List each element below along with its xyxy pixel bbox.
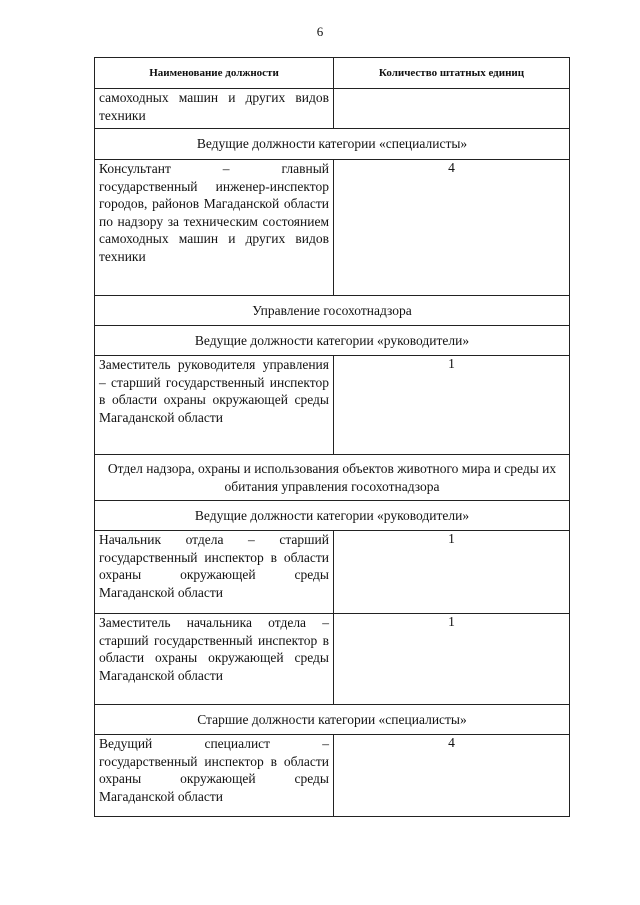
section-title: Управление госохотнадзора	[95, 296, 570, 326]
position-name: Консультант – главный государственный инженер-инспектор городов, районов Магаданской области по надзору за техническим состоянием самоходных машин и других видов техники	[95, 160, 334, 296]
section-row	[95, 326, 570, 356]
section-row	[95, 455, 570, 501]
table-row	[95, 160, 570, 296]
position-name: Ведущий специалист – государственный инспектор в области охраны окружающей среды Магаданской области	[95, 735, 334, 817]
section-title: Отдел надзора, охраны и использования объектов животного мира и среды их обитания управления госохотнадзора	[95, 455, 570, 501]
section-title: Ведущие должности категории «специалисты»	[95, 129, 570, 160]
table-header-row	[95, 58, 570, 89]
staff-count: 4	[334, 735, 570, 817]
count-column-header: Количество штатных единиц	[334, 58, 570, 89]
staff-count: 1	[334, 356, 570, 455]
position-name: Заместитель начальника отдела – старший государственный инспектор в области охраны окружающей среды Магаданской области	[95, 614, 334, 705]
table-row	[95, 614, 570, 705]
section-row	[95, 705, 570, 735]
table-row	[95, 356, 570, 455]
staff-table	[94, 57, 570, 817]
staff-count: 1	[334, 531, 570, 614]
section-row	[95, 501, 570, 531]
position-name: самоходных машин и других видов техники	[95, 89, 334, 129]
section-row	[95, 296, 570, 326]
section-title: Старшие должности категории «специалисты»	[95, 705, 570, 735]
table-row	[95, 735, 570, 817]
page-number: 6	[316, 24, 324, 39]
section-title: Ведущие должности категории «руководители»	[95, 501, 570, 531]
table-row	[95, 531, 570, 614]
staff-count: 1	[334, 614, 570, 705]
staff-count: 4	[334, 160, 570, 296]
section-title: Ведущие должности категории «руководители»	[95, 326, 570, 356]
staff-count	[334, 89, 570, 129]
position-name: Заместитель руководителя управления – старший государственный инспектор в области охраны окружающей среды Магаданской области	[95, 356, 334, 455]
position-column-header: Наименование должности	[95, 58, 334, 89]
table-row	[95, 89, 570, 129]
position-name: Начальник отдела – старший государственный инспектор в области охраны окружающей среды Магаданской области	[95, 531, 334, 614]
section-row	[95, 129, 570, 160]
